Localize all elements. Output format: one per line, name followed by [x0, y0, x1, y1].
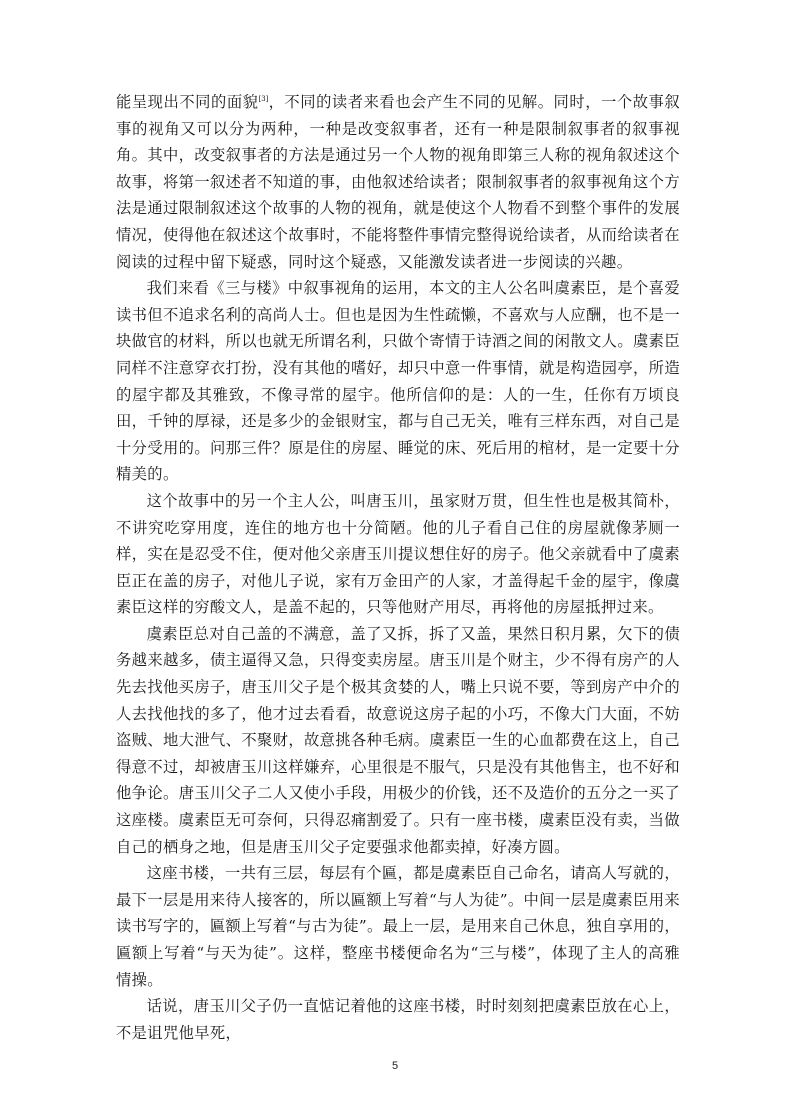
- page-body: [116, 89, 680, 1046]
- paragraph-1-text: 能呈现出不同的面貌: [116, 93, 259, 111]
- paragraph-1: [116, 89, 680, 275]
- paragraph-1-continued: ，不同的读者来看也会产生不同的见解。同时，一个故事叙事的视角又可以分为两种，一种是改变叙事者，还有一种是限制叙事者的叙事视角。其中，改变叙事者的方法是通过另一个人物的视角即第三人称的视角叙述这个故事，将第一叙述者不知道的事，由他叙述给读者；限制叙事者的叙事视角这个方法是通过限制叙述这个故事的人物的视角，就是使这个人物看不到整个事件的发展情况，使得他在叙述这个故事时，不能将整件事情完整得说给读者，从而给读者在阅读的过程中留下疑惑，同时这个疑惑，又能激发读者进一步阅读的兴趣。: [116, 93, 680, 271]
- paragraph-2: 我们来看《三与楼》中叙事视角的运用，本文的主人公名叫虞素臣，是个喜爱读书但不追求名利的高尚人士。但也是因为生性疏懒，不喜欢与人应酬，也不是一块做官的材料，所以也就无所谓名利，只做个寄情于诗酒之间的闲散文人。虞素臣同样不注意穿衣打扮，没有其他的嗜好，却只中意一件事情，就是构造园亭，所造的屋宇都及其雅致，不像寻常的屋宇。他所信仰的是：人的一生，任你有万顷良田，千钟的厚禄，还是多少的金银财宝，都与自己无关，唯有三样东西，对自己是十分受用的。问那三件？原是住的房屋、睡觉的床、死后用的棺材，是一定要十分精美的。: [116, 279, 680, 484]
- paragraph-6: 话说，唐玉川父子仍一直惦记着他的这座书楼，时时刻刻把虞素臣放在心上，不是诅咒他早死，: [116, 997, 680, 1042]
- paragraph-4: 虞素臣总对自己盖的不满意，盖了又拆，拆了又盖，果然日积月累，欠下的债务越来越多，债主逼得又急，只得变卖房屋。唐玉川是个财主，少不得有房产的人先去找他买房子，唐玉川父子是个极其贪婪的人，嘴上只说不要，等到房产中介的人去找他找的多了，他才过去看看，故意说这房子起的小巧，不像大门大面，不妨盗贼、地大泄气、不聚财，故意挑各种毛病。虞素臣一生的心血都费在这上，自己得意不过，却被唐玉川这样嫌弃，心里很是不服气，只是没有其他售主，也不好和他争论。唐玉川父子二人又使小手段，用极少的价钱，还不及造价的五分之一买了这座楼。虞素臣无可奈何，只得忍痛割爱了。只有一座书楼，虞素臣没有卖，当做自己的栖身之地，但是唐玉川父子定要强求他都卖掉，好凑方圆。: [116, 624, 680, 856]
- paragraph-3: 这个故事中的另一个主人公，叫唐玉川，虽家财万贯，但生性也是极其简朴，不讲究吃穿用度，连住的地方也十分简陋。他的儿子看自己住的房屋就像茅厕一样，实在是忍受不住，便对他父亲唐玉川提议想住好的房子。他父亲就看中了虞素臣正在盖的房子，对他儿子说，家有万金田产的人家，才盖得起千金的屋宇，像虞素臣这样的穷酸文人，是盖不起的，只等他财产用尽，再将他的房屋抵押过来。: [116, 491, 680, 617]
- citation-reference[interactable]: [3]: [258, 94, 269, 103]
- paragraph-5: 这座书楼，一共有三层，每层有个匾，都是虞素臣自己命名，请高人写就的，最下一层是用来待人接客的，所以匾额上写着“与人为徒”。中间一层是虞素臣用来读书写字的，匾额上写着“与古为徒”。最上一层，是用来自己休息，独自享用的，匾额上写着“与天为徒”。这样，整座书楼便命名为“三与楼”，体现了主人的高雅情操。: [116, 864, 680, 989]
- page-number: 5: [391, 1060, 399, 1072]
